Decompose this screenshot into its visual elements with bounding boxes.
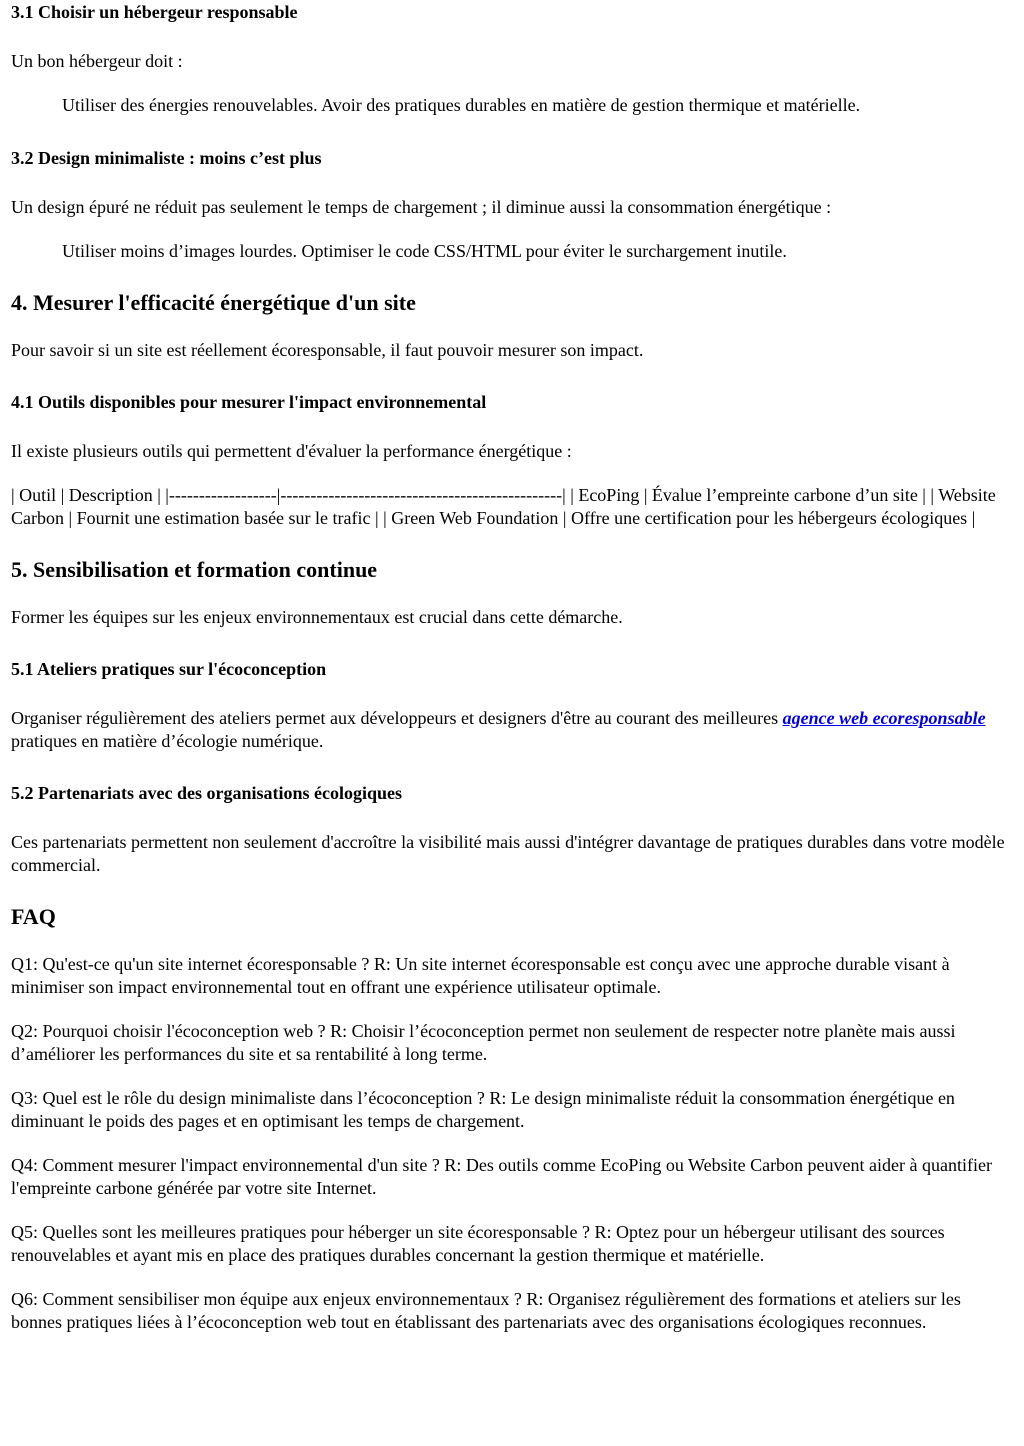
- heading-5: 5. Sensibilisation et formation continue: [11, 557, 378, 582]
- heading-faq: FAQ: [11, 904, 56, 929]
- tools-table-text: | Outil | Description | |------------------|-----------------------------------------------| | EcoPing | Évalue l’empreinte carbone d’un site | | Website Carbon | Fournit une estimation basée sur le trafic | | Green Web Foundation | Offre une certification pour les hébergeurs écologiques |: [11, 485, 996, 528]
- list-3-1: Utiliser des énergies renouvelables. Avoir des pratiques durables en matière de gestion thermique et matérielle.: [62, 95, 861, 115]
- faq-item: Q5: Quelles sont les meilleures pratiques pour héberger un site écoresponsable ? R: Optez pour un hébergeur utilisant des sources renouvelables et ayant mis en place des pratiques durables concernant la gestion thermique et matérielle.: [11, 1222, 945, 1265]
- paragraph-5-1: [11, 707, 1014, 753]
- agence-web-link[interactable]: agence web ecoresponsable: [782, 708, 986, 728]
- paragraph-5-2: Ces partenariats permettent non seulement d'accroître la visibilité mais aussi d'intégrer davantage de pratiques durables dans votre modèle commercial.: [11, 832, 1005, 875]
- paragraph-4: Pour savoir si un site est réellement écoresponsable, il faut pouvoir mesurer son impact.: [11, 340, 644, 360]
- paragraph-5-1-after: pratiques en matière d’écologie numérique.: [11, 731, 324, 751]
- heading-5-1: 5.1 Ateliers pratiques sur l'écoconception: [11, 659, 327, 679]
- heading-3-1: 3.1 Choisir un hébergeur responsable: [11, 2, 298, 22]
- paragraph-3-1: Un bon hébergeur doit :: [11, 51, 183, 71]
- faq-item: Q4: Comment mesurer l'impact environnemental d'un site ? R: Des outils comme EcoPing ou Website Carbon peuvent aider à quantifier l'empreinte carbone générée par votre site Internet.: [11, 1155, 992, 1198]
- paragraph-5: Former les équipes sur les enjeux environnementaux est crucial dans cette démarche.: [11, 607, 623, 627]
- heading-4: 4. Mesurer l'efficacité énergétique d'un site: [11, 290, 416, 315]
- faq-item: Q2: Pourquoi choisir l'écoconception web ? R: Choisir l’écoconception permet non seulement de respecter notre planète mais aussi d’améliorer les performances du site et sa rentabilité à long terme.: [11, 1021, 956, 1064]
- heading-3-2: 3.2 Design minimaliste : moins c’est plus: [11, 148, 322, 168]
- faq-item: Q3: Quel est le rôle du design minimaliste dans l’écoconception ? R: Le design minimaliste réduit la consommation énergétique en diminuant le poids des pages et en optimisant les temps de chargement.: [11, 1088, 955, 1131]
- paragraph-4-1: Il existe plusieurs outils qui permettent d'évaluer la performance énergétique :: [11, 441, 572, 461]
- faq-item: Q1: Qu'est-ce qu'un site internet écoresponsable ? R: Un site internet écoresponsable est conçu avec une approche durable visant à minimiser son impact environnemental tout en offrant une expérience utilisateur optimale.: [11, 954, 950, 997]
- heading-5-2: 5.2 Partenariats avec des organisations écologiques: [11, 783, 402, 803]
- paragraph-3-2: Un design épuré ne réduit pas seulement le temps de chargement ; il diminue aussi la consommation énergétique :: [11, 197, 832, 217]
- faq-item: Q6: Comment sensibiliser mon équipe aux enjeux environnementaux ? R: Organisez régulièrement des formations et ateliers sur les bonnes pratiques liées à l’écoconception web tout en établissant des partenariats avec des organisations écologiques reconnues.: [11, 1289, 961, 1332]
- paragraph-5-1-before: Organiser régulièrement des ateliers permet aux développeurs et designers d'être au courant des meilleures: [11, 708, 783, 728]
- list-3-2: Utiliser moins d’images lourdes. Optimiser le code CSS/HTML pour éviter le surchargement inutile.: [62, 241, 787, 261]
- heading-4-1: 4.1 Outils disponibles pour mesurer l'impact environnemental: [11, 392, 487, 412]
